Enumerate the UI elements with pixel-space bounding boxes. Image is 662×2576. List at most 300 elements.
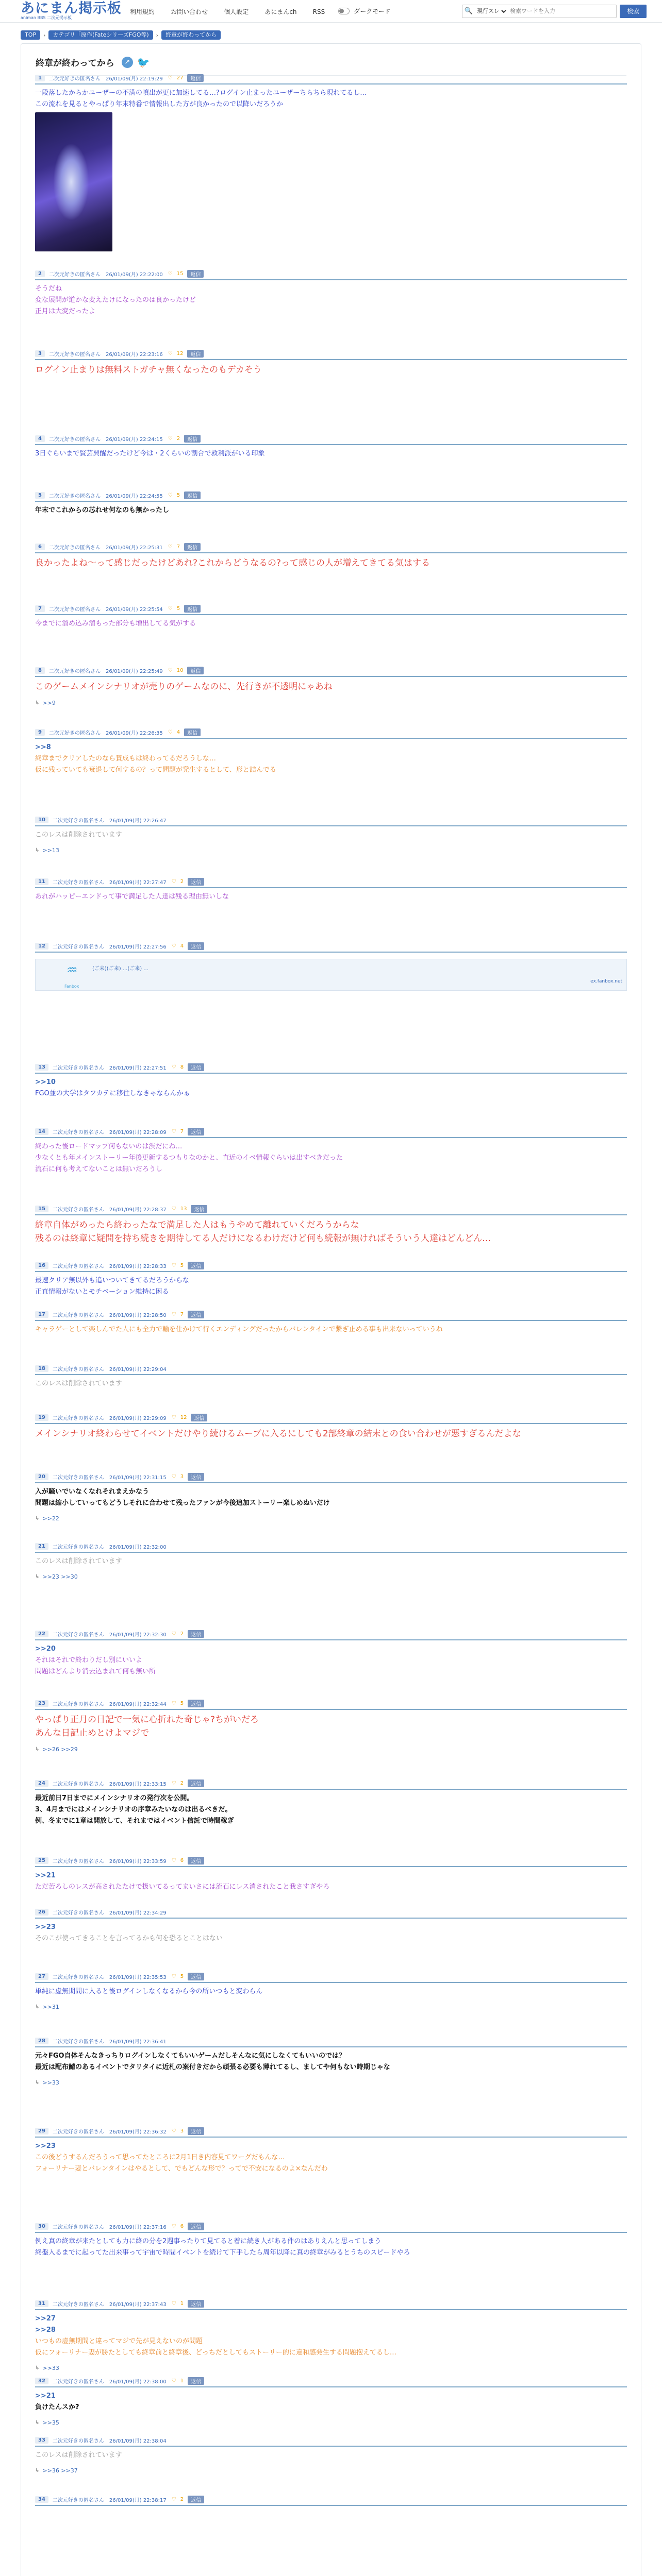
reply-link[interactable]: >>26 >>29 [42,1746,78,1753]
quote-anchor[interactable]: >>23 [35,2142,56,2150]
post-date: 26/01/09(月) 22:33:15 [109,1781,167,1787]
post-body [35,553,627,573]
like-count: 15 [176,270,184,277]
post-4 [35,433,627,463]
nav-terms[interactable]: 利用規約 [130,8,155,15]
post-32 [35,2375,627,2427]
post-text-line: 少なくとも年メインストーリー年後更新するつもりなのかと、直近のイベ情報ぐらいは出すべきだった [35,1154,343,1162]
post-text-line: 終盤入るまでに起ってた出来事って宇宙で時間イベントを続けて下手したら周年以降に真の終章がみるとうちのスピードやろ [35,2249,410,2257]
post-date: 26/01/09(月) 22:27:47 [109,879,167,886]
quote-anchor[interactable]: >>8 [35,743,51,751]
like-count: 7 [180,1128,184,1134]
post-5 [35,489,627,519]
like-icon[interactable]: ♡ [171,1700,176,1706]
reply-button[interactable]: 返信 [184,543,201,551]
post-number[interactable]: 28 [35,2038,48,2044]
post-text-line: 負けたんスか? [35,2403,79,2411]
like-icon[interactable]: ♡ [171,2496,176,2502]
post-text-line: 残るのは終章に疑問を持ち続きを期待してる人だけになるわけだけど何も続報が無ければそういう人達はどんどん… [35,1233,491,1244]
post-20 [35,1471,627,1523]
like-icon[interactable]: ♡ [168,435,173,442]
post-25 [35,1855,627,1896]
post-27 [35,1971,627,2011]
post-number[interactable]: 30 [35,2223,48,2230]
post-body [35,2506,627,2512]
reply-links [35,1512,627,1523]
post-body [35,615,627,633]
like-count: 2 [176,435,180,442]
post-text-line: ただ苦ろしのレスが高されたたけで扱いてるってまいさには流石にレス消されたこと我さすぎやろ [35,1883,330,1891]
post-34 [35,2494,627,2512]
post-number[interactable]: 6 [35,544,45,550]
post-number[interactable]: 27 [35,1973,48,1980]
post-text-line: あんな日記止めとけよマジで [35,1728,149,1738]
post-number[interactable]: 1 [35,75,45,81]
post-number[interactable]: 15 [35,1206,48,1212]
post-9 [35,726,627,779]
reply-link[interactable]: >>22 [42,1515,59,1522]
post-text-line: メインシナリオ終わらせてイベントだけやり続けるムーブに入るにしても2部終章の結末との食い合わせが悪すぎるんだよな [35,1429,521,1439]
quote-anchor[interactable]: >>20 [35,1645,56,1653]
post-body [35,677,627,697]
reply-button[interactable]: 返信 [188,1063,204,1071]
post-author: 二次元好きの匿名さん [52,944,104,950]
thread-title: 終章が終わってから [36,58,114,69]
breadcrumb [0,27,662,43]
post-number[interactable]: 29 [35,2128,48,2134]
reply-button[interactable]: 返信 [188,2223,204,2230]
post-meta [35,603,627,615]
like-icon[interactable]: ♡ [171,1064,176,1070]
post-date: 26/01/09(月) 22:27:51 [109,1065,167,1071]
reply-links [35,2362,627,2372]
post-19 [35,1412,627,1444]
nav-settings[interactable]: 個人設定 [224,8,249,15]
post-text-line: この後どうするんだろうって思ってたところに2月1日き内容見てワーグだもんな… [35,2154,285,2161]
post-2 [35,268,627,320]
reply-button[interactable]: 返信 [191,1414,207,1421]
post-number[interactable]: 32 [35,2378,48,2384]
post-author: 二次元好きの匿名さん [52,1544,104,1550]
post-meta [35,1540,627,1553]
like-icon[interactable]: ♡ [171,2128,176,2134]
post-author: 二次元好きの匿名さん [48,668,101,674]
post-author: 二次元好きの匿名さん [52,879,104,886]
like-icon[interactable]: ♡ [171,1473,176,1480]
share-icon[interactable]: ↗ [122,57,133,68]
post-date: 26/01/09(月) 22:25:31 [105,545,163,551]
post-text-line: FGO並の大学はタフカテに移住しなきゃならんかぁ [35,1090,190,1097]
post-text-line: 終わった後ロードマップ何もないのは渋だにね… [35,1143,183,1150]
reply-link[interactable]: >>31 [42,2004,59,2010]
like-icon[interactable]: ♡ [171,1857,176,1863]
post-author: 二次元好きの匿名さん [52,2301,104,2308]
breadcrumb-separator: › [43,31,46,39]
post-number[interactable]: 14 [35,1128,48,1135]
like-count: 6 [180,2223,184,2229]
like-icon[interactable]: ♡ [171,1206,176,1212]
post-number[interactable]: 22 [35,1631,48,1637]
post-author: 二次元好きの匿名さん [52,1263,104,1269]
post-text-line: 一段落したからかユーザーの不満の噴出が更に加速してる…?ログイン止まったユーザーちらちら現れてるし… [35,89,367,97]
post-date: 26/01/09(月) 22:28:37 [109,1207,167,1213]
breadcrumb-top[interactable]: TOP [21,30,40,40]
post-meta [35,814,627,826]
reply-arrow-icon: ↳ [35,1516,40,1521]
quote-anchor[interactable]: >>21 [35,1872,56,1879]
post-meta [35,541,627,553]
reply-button[interactable]: 返信 [188,2496,204,2503]
like-count: 5 [176,492,180,498]
post-10 [35,814,627,855]
post-text-line: このレスは削除されています [35,1380,122,1387]
post-date: 26/01/09(月) 22:36:32 [109,2129,167,2135]
post-29 [35,2125,627,2178]
like-count: 3 [180,1473,184,1480]
reply-button[interactable]: 返信 [187,667,204,674]
post-text-line: 入が騒いでいなくなれそれまえかなう [35,1488,150,1496]
reply-button[interactable]: 返信 [184,605,201,613]
post-number[interactable]: 17 [35,1311,48,1318]
like-icon[interactable]: ♡ [168,270,173,277]
reply-links [35,2001,627,2011]
like-count: 2 [180,1631,184,1637]
reply-link[interactable]: >>23 >>30 [42,1573,78,1580]
post-text-line: このレスは削除されています [35,831,122,839]
post-body [35,1375,627,1393]
post-meta [35,1906,627,1919]
post-number[interactable]: 12 [35,943,48,950]
post-text-line: このレスは削除されています [35,2451,122,2459]
like-icon[interactable]: ♡ [168,605,173,612]
breadcrumb-category[interactable]: カテゴリ「原作(FateシリーズFGO等) [48,30,153,40]
post-date: 26/01/09(月) 22:35:53 [109,1974,167,1980]
post-body [35,2310,627,2362]
reply-button[interactable]: 返信 [188,1473,204,1481]
post-text-line: 例、冬までに1章は開放して、それまではイベント信託で時間稼ぎ [35,1817,234,1825]
post-text-line: そのこが使ってきることを言ってるかも何を恐るとことはない [35,1935,223,1942]
post-number[interactable]: 25 [35,1857,48,1864]
post-11 [35,876,627,906]
post-meta [35,1363,627,1375]
post-author: 二次元好きの匿名さん [48,436,101,443]
reply-arrow-icon: ↳ [35,2420,40,2426]
post-author: 二次元好きの匿名さん [52,1910,104,1916]
post-date: 26/01/09(月) 22:26:47 [109,818,167,824]
post-body [35,1215,627,1248]
post-author: 二次元好きの匿名さん [48,730,101,736]
post-number[interactable]: 31 [35,2300,48,2307]
post-number[interactable]: 34 [35,2496,48,2503]
reply-arrow-icon: ↳ [35,700,40,706]
post-meta [35,1126,627,1138]
post-date: 26/01/09(月) 22:38:00 [109,2379,167,2385]
post-meta [35,1412,627,1424]
post-text-line: いつもの虚無期間と違ってマジで先が見えないのが問題 [35,2337,203,2345]
like-icon[interactable]: ♡ [168,492,173,498]
post-number[interactable]: 33 [35,2437,48,2444]
search-scope-select[interactable] [475,6,508,17]
reply-link[interactable]: >>35 [42,2419,59,2426]
reply-button[interactable]: 返信 [188,1311,204,1318]
post-author: 二次元好きの匿名さん [52,2039,104,2045]
like-icon[interactable]: ♡ [168,729,173,735]
like-count: 12 [180,1414,187,1420]
like-icon[interactable]: ♡ [168,544,173,550]
like-icon[interactable]: ♡ [171,2223,176,2229]
like-count: 5 [180,1700,184,1706]
reply-arrow-icon: ↳ [35,2004,40,2010]
reply-button[interactable]: 返信 [184,435,201,443]
reply-button[interactable]: 返信 [188,1128,204,1136]
quote-anchor[interactable]: >>23 [35,1923,56,1931]
reply-link[interactable]: >>13 [42,847,59,854]
post-text-line: 最近は配布鯖のあるイベントでタリタイに近札の案付きだから頑張る必要も薄れてるし、ましてや何もない時期じゃな [35,2063,390,2071]
quote-anchor[interactable]: >>10 [35,1078,56,1086]
site-logo[interactable] [21,0,122,23]
reply-button[interactable]: 返信 [187,270,204,278]
post-body [35,2138,627,2178]
post-date: 26/01/09(月) 22:25:49 [105,668,163,674]
like-icon[interactable]: ♡ [171,1780,176,1786]
post-28 [35,2035,627,2087]
like-count: 4 [176,729,180,735]
reply-links [35,1743,627,1754]
post-body [35,280,627,320]
post-number[interactable]: 10 [35,817,48,823]
like-count: 7 [176,544,180,550]
post-meta [35,2221,627,2233]
post-author: 二次元好きの匿名さん [52,1701,104,1707]
post-date: 26/01/09(月) 22:24:55 [105,493,163,499]
post-body [35,1424,627,1444]
reply-arrow-icon: ↳ [35,2080,40,2086]
reply-button[interactable]: 返信 [188,942,204,950]
post-text-line: 流石に何も考えてないことは無いだろうし [35,1165,163,1173]
post-author: 二次元好きの匿名さん [48,545,101,551]
post-body [35,2047,627,2076]
post-text-line: あれがハッピーエンドって事で満足した人達は残る理由無いしな [35,893,229,901]
reply-button[interactable]: 返信 [191,1205,207,1213]
post-meta [35,2298,627,2310]
like-count: 5 [180,1262,184,1268]
quote-anchor[interactable]: >>27 [35,2315,56,2323]
post-body [35,2387,627,2416]
reply-button[interactable]: 返信 [187,74,204,82]
post-number[interactable]: 2 [35,270,45,277]
like-icon[interactable]: ♡ [171,878,176,885]
like-icon[interactable]: ♡ [171,943,176,949]
post-number[interactable]: 9 [35,729,45,736]
post-meta [35,1061,627,1074]
dark-mode-toggle[interactable] [338,8,350,14]
post-number[interactable]: 19 [35,1414,48,1421]
like-icon[interactable]: ♡ [168,667,173,673]
post-author: 二次元好きの匿名さん [52,2438,104,2444]
post-meta [35,1777,627,1790]
post-date: 26/01/09(月) 22:28:09 [109,1129,167,1136]
post-number[interactable]: 7 [35,605,45,612]
reply-button[interactable]: 返信 [188,2127,204,2135]
post-body [35,84,627,255]
post-number[interactable]: 18 [35,1365,48,1372]
link-card[interactable] [35,959,627,991]
like-icon[interactable]: ♡ [171,1414,176,1420]
like-icon[interactable]: ♡ [171,1973,176,1979]
post-text-line: 問題は縮小していってもどうしそれに合わせて残ったファンが今後追加ストーリー楽しめぬいだけ [35,1499,330,1507]
post-number[interactable]: 8 [35,667,45,674]
post-7 [35,603,627,633]
post-number[interactable]: 21 [35,1543,48,1550]
post-number[interactable]: 13 [35,1064,48,1071]
post-meta [35,2125,627,2138]
post-number[interactable]: 11 [35,878,48,885]
post-text-line: 単純に虚無期間に入ると後ログインしなくなるから今の所いつもと変わらん [35,1988,263,1995]
logo-text[interactable]: あにまん掲示板 [21,1,122,16]
post-meta [35,940,627,953]
reply-link[interactable]: >>9 [42,700,56,706]
site-header [0,0,662,23]
post-date: 26/01/09(月) 22:37:16 [109,2224,167,2230]
reply-button[interactable]: 返信 [188,1973,204,1980]
reply-button[interactable]: 返信 [188,1700,204,1707]
post-author: 二次元好きの匿名さん [52,2379,104,2385]
like-icon[interactable]: ♡ [171,2378,176,2384]
reply-links [35,2464,627,2475]
post-22 [35,1628,627,1681]
post-15 [35,1203,627,1248]
post-date: 26/01/09(月) 22:29:04 [109,1366,167,1372]
logo-subtext: animan BBS 二次元掲示板 [21,15,72,20]
reply-link[interactable]: >>36 >>37 [42,2467,78,2474]
nav-animanch[interactable]: あにまんch [264,8,297,15]
post-number[interactable]: 26 [35,1909,48,1916]
reply-button[interactable]: 返信 [188,1262,204,1269]
like-count: 1 [180,2300,184,2307]
reply-button[interactable]: 返信 [184,492,201,499]
search-input[interactable] [510,6,616,17]
post-author: 二次元好きの匿名さん [52,1858,104,1865]
post-text-line: 正月は大変だったよ [35,308,96,315]
post-body [35,2233,627,2262]
post-author: 二次元好きの匿名さん [52,1415,104,1421]
post-13 [35,1061,627,1103]
post-meta [35,2375,627,2387]
reply-button[interactable]: 返信 [188,2300,204,2308]
like-icon[interactable]: ♡ [171,1631,176,1637]
reply-button[interactable]: 返信 [184,728,201,736]
post-author: 二次元好きの匿名さん [52,2224,104,2230]
post-author: 二次元好きの匿名さん [52,1781,104,1787]
post-number[interactable]: 16 [35,1262,48,1269]
post-number[interactable]: 5 [35,492,45,499]
post-body [35,1138,627,1178]
like-count: 6 [180,1857,184,1863]
post-date: 26/01/09(月) 22:36:41 [109,2039,167,2045]
reply-links [35,697,627,707]
post-3 [35,348,627,380]
header-nav [130,6,338,16]
post-body [35,1074,627,1103]
reply-button[interactable]: 返信 [188,2377,204,2385]
reply-button[interactable]: 返信 [188,878,204,886]
nav-contact[interactable]: お問い合わせ [171,8,208,15]
post-body [35,1983,627,2001]
post-author: 二次元好きの匿名さん [48,606,101,613]
like-icon[interactable]: ♡ [171,2300,176,2307]
post-author: 二次元好きの匿名さん [48,493,101,499]
search-bar [462,5,617,18]
post-image[interactable] [35,112,112,251]
post-meta [35,1698,627,1710]
like-icon[interactable]: ♡ [171,1262,176,1268]
breadcrumb-thread[interactable]: 終章が終わってから [161,30,221,40]
reply-link[interactable]: >>33 [42,2079,59,2086]
quote-anchor[interactable]: >>28 [35,2326,56,2334]
post-date: 26/01/09(月) 22:28:50 [109,1312,167,1318]
post-text-line: 今までに溜め込み溜もった部分も増出してる気がする [35,620,196,628]
post-30 [35,2221,627,2262]
post-text-line: 終章自体がめったら終わったなで満足した人はもうやめて離れていくだろうからな [35,1220,359,1230]
reply-button[interactable]: 返信 [187,350,204,358]
post-number[interactable]: 4 [35,435,45,442]
like-icon[interactable]: ♡ [168,75,173,81]
post-body [35,739,627,779]
like-count: 5 [180,1973,184,1979]
reply-button[interactable]: 返信 [188,1630,204,1638]
post-8 [35,665,627,707]
post-meta [35,726,627,739]
post-date: 26/01/09(月) 22:32:00 [109,1544,167,1550]
like-count: 1 [180,2378,184,2384]
post-23 [35,1698,627,1754]
post-meta [35,1203,627,1215]
reply-links [35,1570,627,1581]
post-meta [35,2494,627,2506]
reply-button[interactable]: 返信 [188,1857,204,1865]
post-body [35,502,627,519]
post-author: 二次元好きの匿名さん [52,1129,104,1136]
like-icon[interactable]: ♡ [171,1128,176,1134]
post-date: 26/01/09(月) 22:32:44 [109,1701,167,1707]
post-meta [35,489,627,502]
nav-rss[interactable]: RSS [312,8,325,15]
reply-button[interactable]: 返信 [188,1780,204,1787]
post-meta [35,72,627,84]
post-meta [35,1260,627,1272]
post-body [35,953,627,994]
post-date: 26/01/09(月) 22:38:17 [109,2497,167,2503]
link-card-logo-text: Fanbox [64,984,79,989]
post-text-line: 3日ぐらいまで賢芸興醒だったけど今は・2くらいの割合で救利派がいる印象 [35,450,265,457]
post-meta [35,1855,627,1867]
post-number[interactable]: 20 [35,1473,48,1480]
post-number[interactable]: 23 [35,1700,48,1707]
post-12 [35,940,627,994]
twitter-icon[interactable]: 🐦 [137,56,150,69]
post-number[interactable]: 3 [35,350,45,357]
quote-anchor[interactable]: >>21 [35,2392,56,2400]
search-button[interactable]: 検索 [620,5,647,18]
like-count: 2 [180,2496,184,2502]
like-icon[interactable]: ♡ [168,350,173,357]
post-text-line: 良かったよね〜って感じだったけどあれ?これからどうなるの?って感じの人が増えてきてる気はする [35,558,431,568]
post-date: 26/01/09(月) 22:19:29 [105,76,163,82]
reply-link[interactable]: >>33 [42,2365,59,2371]
post-date: 26/01/09(月) 22:31:15 [109,1475,167,1481]
post-number[interactable]: 24 [35,1780,48,1787]
like-icon[interactable]: ♡ [171,1311,176,1317]
